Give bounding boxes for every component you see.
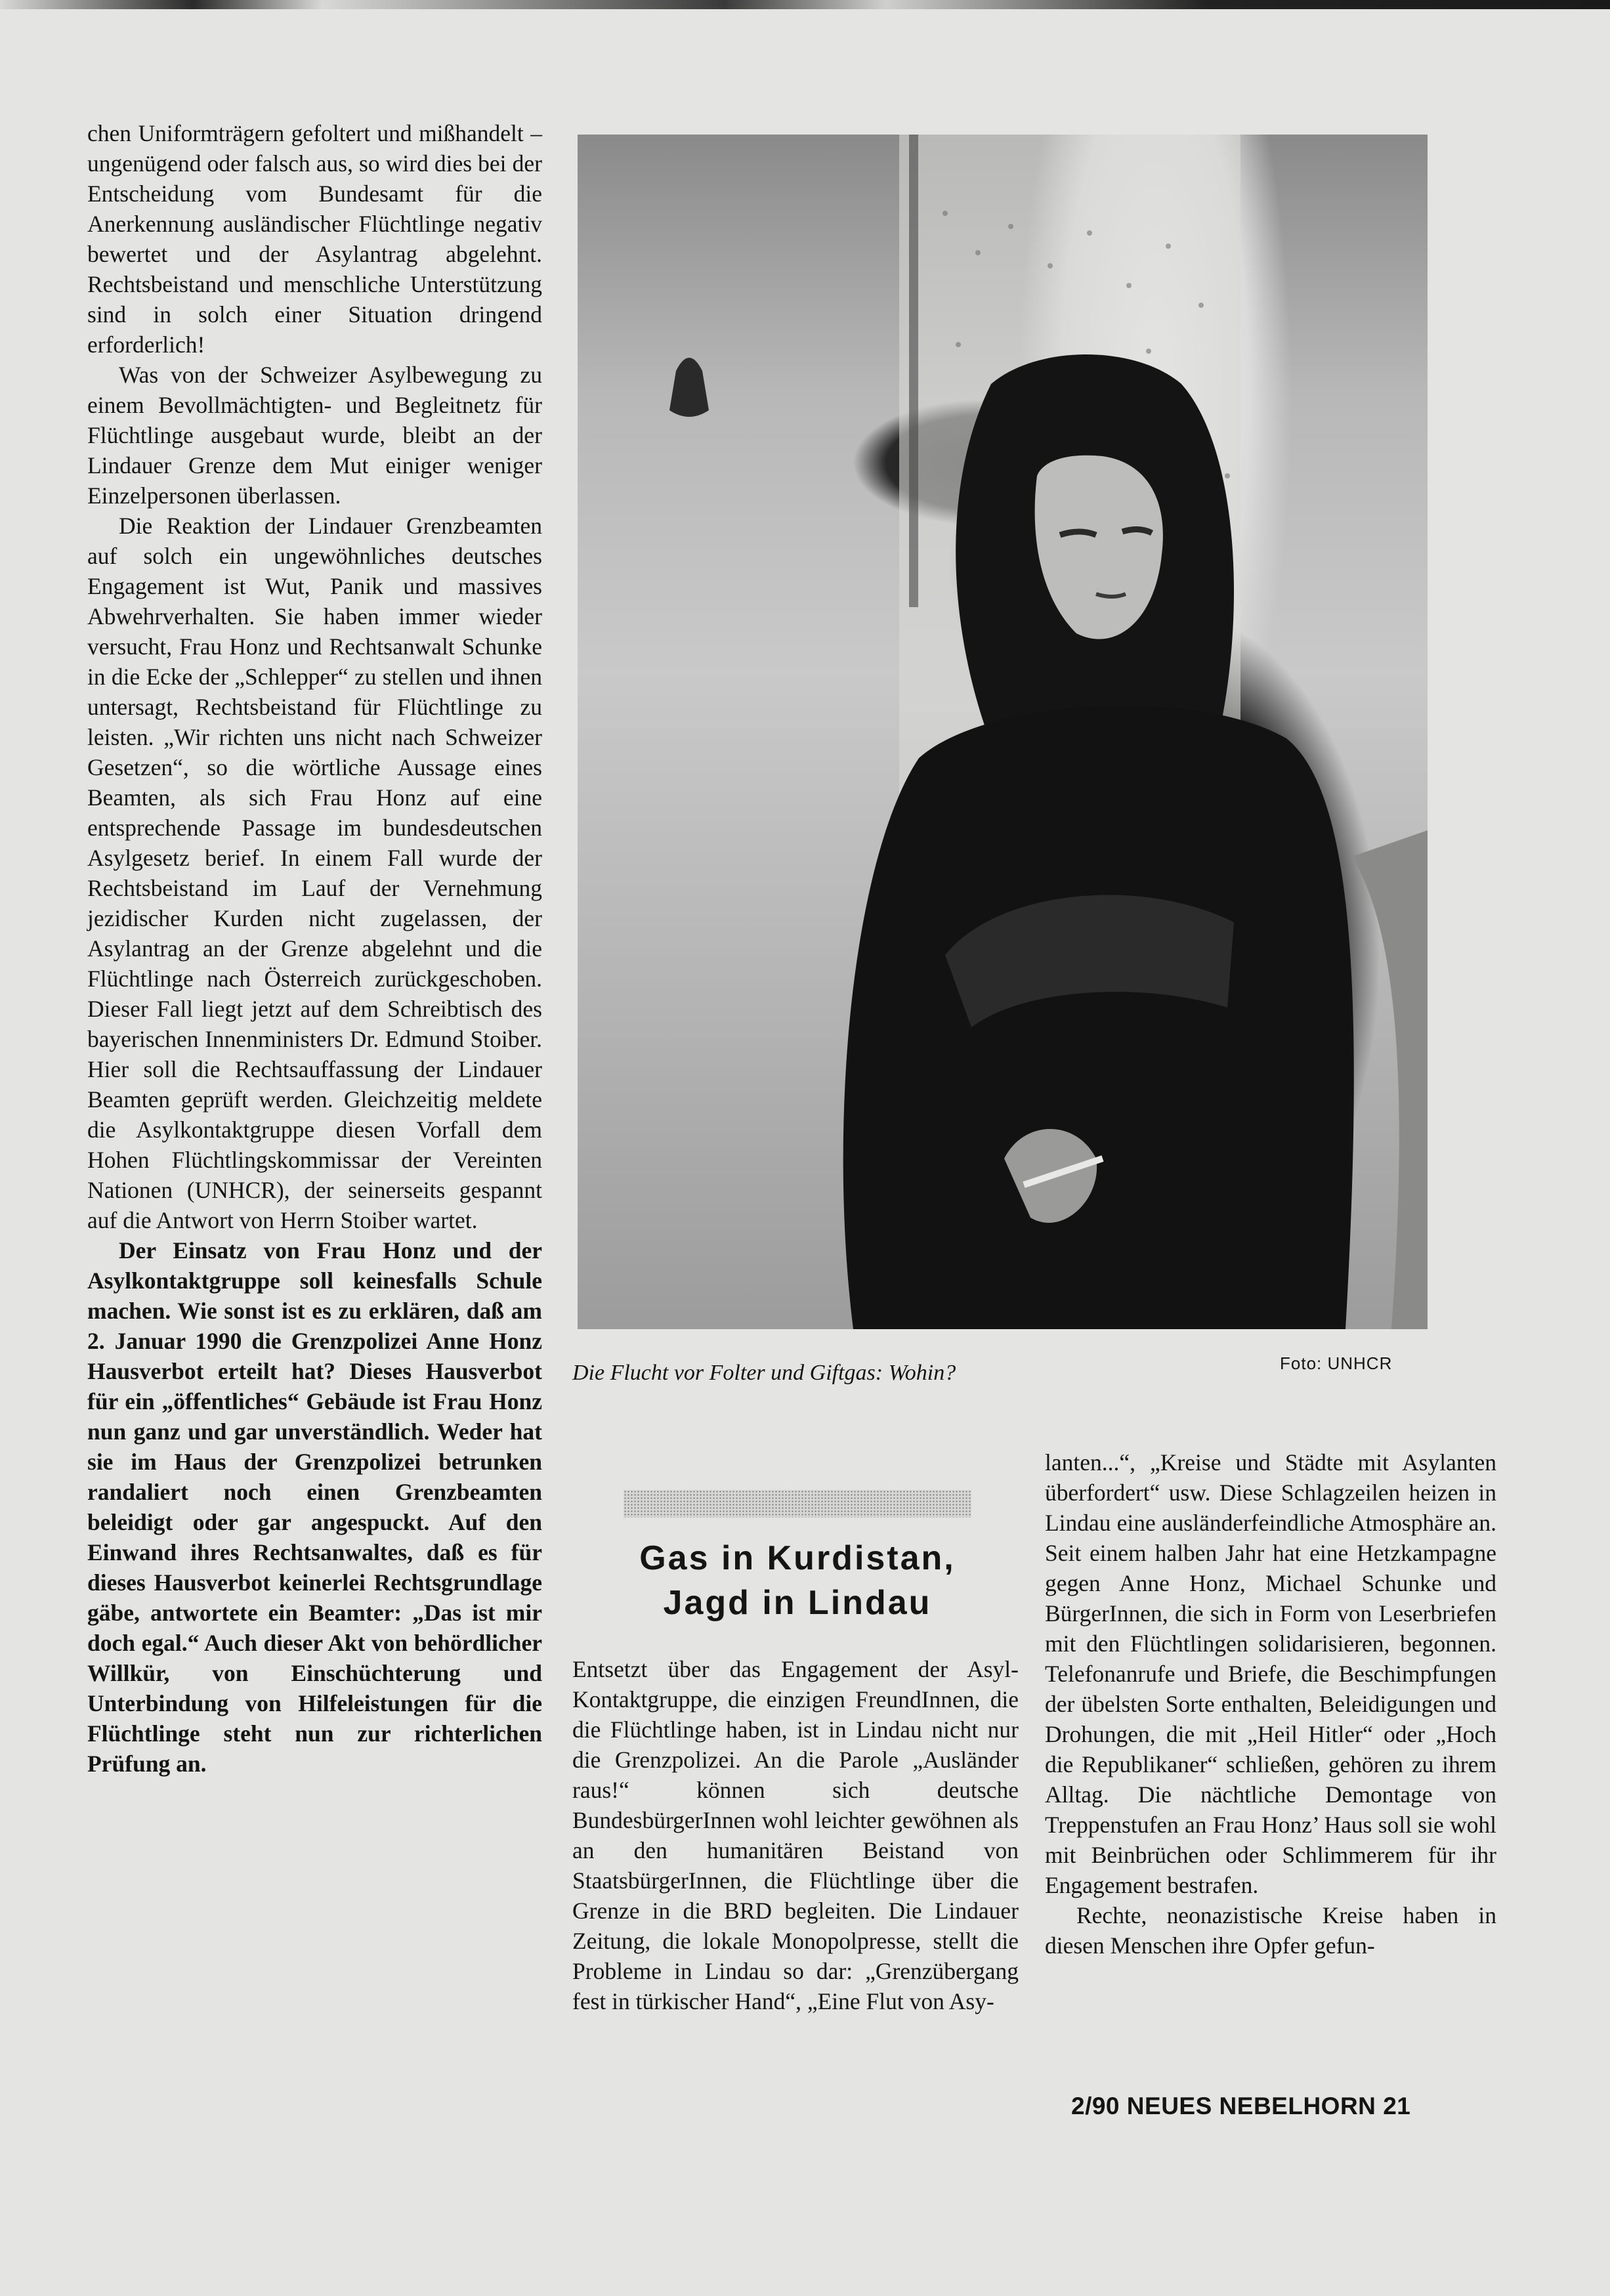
right-paragraph-2: Rechte, neonazistische Kreise haben in diesen Menschen ihre Opfer gefun- [1045,1902,1496,1959]
footer-magazine: NEUES NEBELHORN [1126,2093,1376,2119]
right-text-column [1045,1447,1496,1961]
photo-illustration [578,135,1428,1329]
footer-issue: 2/90 [1071,2093,1120,2119]
middle-paragraph: Entsetzt über das Engagement der Asyl-Kontaktgruppe, die einzigen FreundInnen, die die Flüchtlinge haben, ist in Lindau nicht nur die Grenzpolizei. An die Parole „Ausländer raus!“ können sich deutsche BundesbürgerInnen wohl leichter gewöhnen als an den humanitären Beistand von StaatsbürgerInnen, die Flüchtlinge über die Grenze in die BRD begleiten. Die Lindauer Zeitung, die lokale Monopolpresse, stellt die Probleme in Lindau so dar: „Grenzübergang fest in türkischer Hand“, „Eine Flut von Asy- [572,1656,1019,2014]
left-paragraph-1: chen Uniformträgern gefoltert und mißhandelt – ungenügend oder falsch aus, so wird dies bei der Entscheidung vom Bundesamt für die Anerkennung ausländischer Flüchtlinge negativ bewertet und der Asylantrag abgelehnt. Rechtsbeistand und menschliche Unterstützung sind in solch einer Situation dringend erforderlich! [87,120,542,358]
article-headline [571,1490,1024,1625]
page-top-edge [0,0,1610,9]
footer-page-number: 21 [1383,2093,1411,2119]
headline-line-1: Gas in Kurdistan, [639,1539,956,1577]
left-bold-paragraph: Der Einsatz von Frau Honz und der Asylkontaktgruppe soll keinesfalls Schule machen. Wie sonst ist es zu erklären, daß am 2. Januar 1990 die Grenzpolizei Anne Honz Hausverbot erteilt hat? Dieses Hausverbot für ein „öffentliches“ Gebäude ist Frau Honz nun ganz und gar unverständlich. Weder hat sie im Haus der Grenzpolizei betrunken randaliert noch einen Grenzbeamten beleidigt oder gar angespuckt. Auf den Einwand ihres Rechtsanwaltes, daß es für dieses Hausverbot keinerlei Rechtsgrundlage gäbe, antwortete ein Beamter: „Das ist mir doch egal.“ Auch dieser Akt von behördlicher Willkür, von Einschüchterung und Unterbindung von Hilfeleistungen für die Flüchtlinge steht nun zur richterlichen Prüfung an. [87,1237,542,1777]
left-paragraph-2: Was von der Schweizer Asylbewegung zu einem Bevollmächtigten- und Begleitnetz für Flüchtlinge ausgebaut wurde, bleibt an der Lindauer Grenze dem Mut einiger weniger Einzelpersonen überlassen. [87,362,542,509]
right-paragraph-1: lanten...“, „Kreise und Städte mit Asylanten überfordert“ usw. Diese Schlagzeilen heizen in Lindau eine ausländerfeindliche Atmosphäre an. Seit einem halben Jahr hat eine Hetzkampagne gegen Anne Honz, Michael Schunke und BürgerInnen, die sich in Form von Leserbriefen mit den Flüchtlingen solidarisieren, begonnen. Telefonanrufe und Briefe, die Beschimpfungen der übelsten Sorte enthalten, Beleidigungen und Drohungen, die mit „Heil Hitler“ oder „Hoch die Republikaner“ schließen, gehören zu ihrem Alltag. Die nächtliche Demontage von Treppenstufen an Frau Honz’ Haus soll sie wohl mit Beinbrüchen oder Schlimmerem für ihr Engagement bestrafen. [1045,1449,1496,1898]
left-text-column [87,118,542,1779]
article-photo [578,135,1428,1329]
left-paragraph-3: Die Reaktion der Lindauer Grenzbeamten auf solch ein ungewöhnliches deutsches Engagement ist Wut, Panik und massives Abwehrverhalten. Sie haben immer wieder versucht, Frau Honz und Rechtsanwalt Schunke in die Ecke der „Schlepper“ zu stellen und ihnen untersagt, Rechtsbeistand für Flüchtlinge zu leisten. „Wir richten uns nicht nach Schweizer Gesetzen“, so die wörtliche Aussage eines Beamten, als sich Frau Honz auf eine entsprechende Passage im bundesdeutschen Asylgesetz berief. In einem Fall wurde der Rechtsbeistand im Lauf der Vernehmung jezidischer Kurden nicht zugelassen, der Asylantrag an der Grenze abgelehnt und die Flüchtlinge nach Österreich zurückgeschoben. Dieser Fall liegt jetzt auf dem Schreibtisch des bayerischen Innenministers Dr. Edmund Stoiber. Hier soll die Rechtsauffassung der Lindauer Beamten geprüft werden. Gleichzeitig meldete die Asylkontaktgruppe diesen Vorfall dem Hohen Flüchtlingskommissar der Vereinten Nationen (UNHCR), der seinerseits gespannt auf die Antwort von Herrn Stoiber wartet. [87,513,542,1233]
middle-text-column [572,1654,1019,2016]
photo-credit: Foto: UNHCR [1280,1353,1393,1373]
photo-caption: Die Flucht vor Folter und Giftgas: Wohin? [572,1361,956,1385]
headline-screen-bar [624,1490,971,1518]
page-footer [1071,2093,1410,2120]
headline-line-2: Jagd in Lindau [663,1584,932,1622]
